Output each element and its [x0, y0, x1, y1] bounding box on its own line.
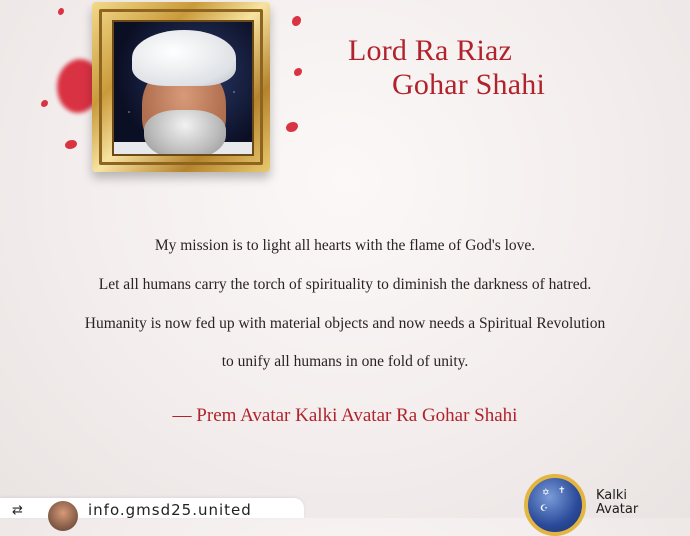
portrait-beard	[144, 110, 226, 156]
rose-petal	[65, 140, 77, 149]
logo-text-line-1: Kalki	[596, 488, 628, 503]
rose-petal	[286, 122, 298, 132]
logo-text-line-2: Avatar	[596, 502, 639, 517]
title-line-2: Gohar Shahi	[392, 68, 546, 101]
avatar[interactable]	[48, 501, 78, 531]
portrait-turban	[132, 30, 236, 86]
rose-petal	[292, 16, 301, 26]
quote-line-3: Humanity is now fed up with material objects and now needs a Spiritual Revolution	[84, 315, 606, 332]
rose-petal	[294, 68, 302, 76]
repost-username[interactable]: info.gmsd25.united	[88, 501, 252, 519]
rose-petal	[58, 8, 64, 15]
quote-attribution: — Prem Avatar Kalki Avatar Ra Gohar Shahi	[172, 405, 518, 426]
quote-line-1: My mission is to light all hearts with the flame of God's love.	[154, 237, 536, 254]
quote-line-4: to unify all humans in one fold of unity.	[221, 353, 469, 370]
portrait-photo	[112, 20, 254, 156]
quote-line-2: Let all humans carry the torch of spirituality to diminish the darkness of hatred.	[98, 276, 592, 293]
kalki-avatar-logo: ✡ ✝ ☪	[524, 474, 586, 536]
repost-icon[interactable]: ⇄	[12, 503, 23, 518]
title-line-1: Lord Ra Riaz	[348, 34, 513, 67]
gold-picture-frame	[92, 2, 270, 172]
repost-bar[interactable]	[0, 498, 304, 518]
rose-petal	[41, 100, 48, 107]
